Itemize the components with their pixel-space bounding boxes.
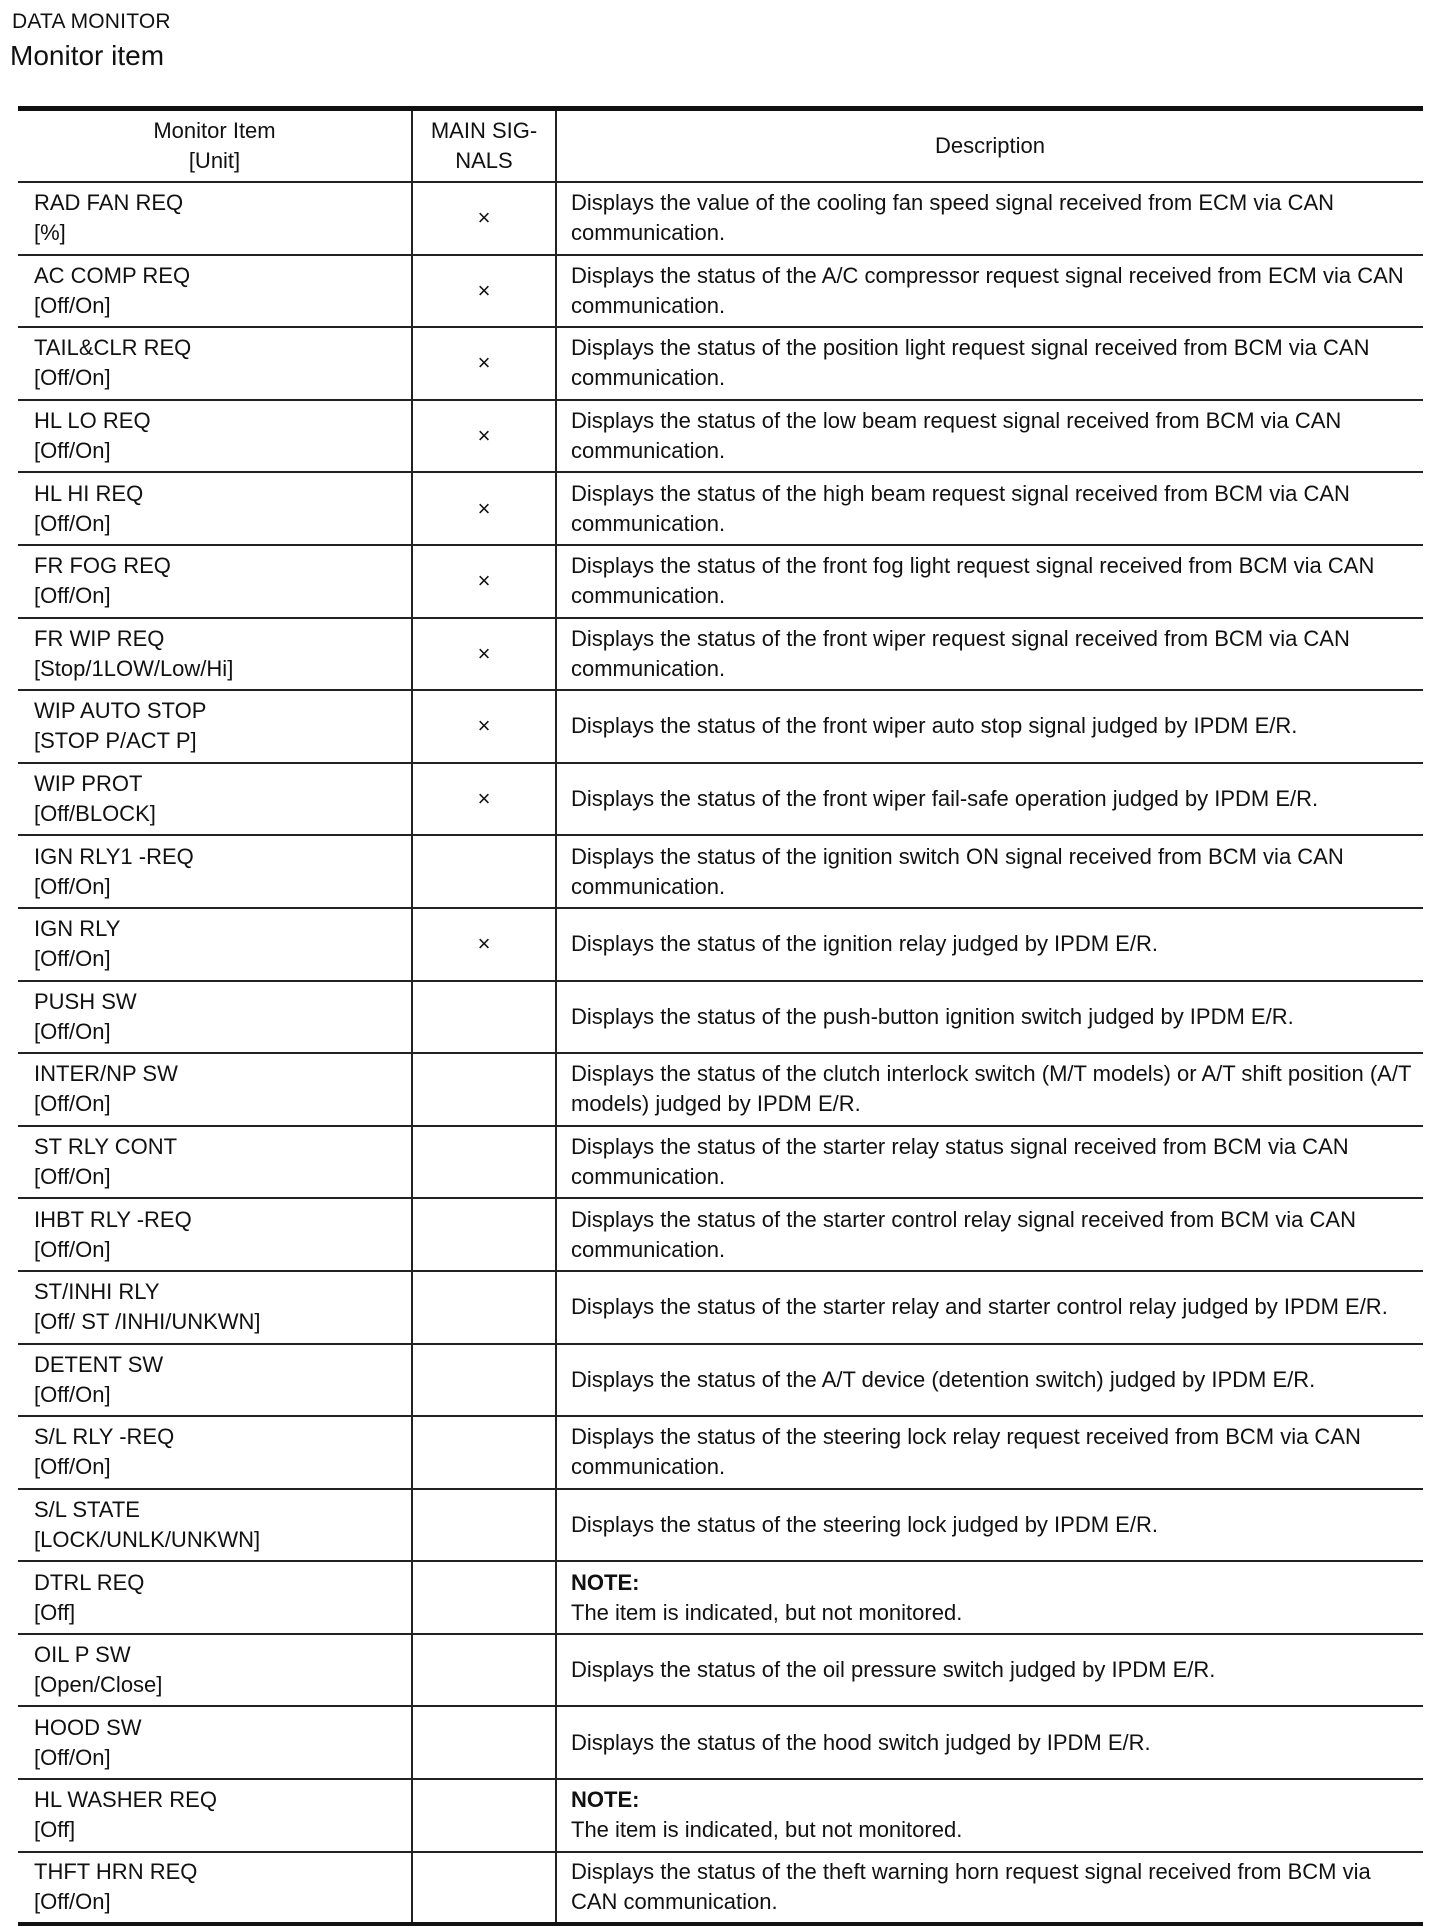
main-signal-mark bbox=[412, 1053, 556, 1126]
table-row bbox=[18, 182, 1423, 255]
monitor-item-name: DTRL REQ bbox=[34, 1569, 145, 1595]
table-row bbox=[18, 400, 1423, 473]
main-signal-mark bbox=[412, 835, 556, 908]
description-cell bbox=[556, 1198, 1423, 1271]
monitor-item-cell bbox=[18, 400, 412, 473]
column-header-main-line2: NALS bbox=[455, 148, 513, 173]
monitor-item-unit: [%] bbox=[34, 220, 66, 246]
monitor-item-name: IGN RLY bbox=[34, 916, 121, 942]
main-signal-mark: × bbox=[412, 618, 556, 691]
monitor-item-cell bbox=[18, 618, 412, 691]
monitor-item-cell bbox=[18, 763, 412, 836]
description-cell bbox=[556, 1561, 1423, 1634]
main-signal-mark bbox=[412, 1634, 556, 1707]
monitor-item-cell bbox=[18, 1271, 412, 1344]
monitor-item-cell bbox=[18, 1126, 412, 1199]
table-header-row bbox=[18, 109, 1423, 183]
description-text: Displays the status of the ignition switch ON signal received from BCM via CAN communication. bbox=[571, 843, 1344, 899]
monitor-item-unit: [Off/On] bbox=[34, 1164, 111, 1190]
main-signal-mark bbox=[412, 1416, 556, 1489]
monitor-item-unit: [Off/On] bbox=[34, 510, 111, 536]
description-cell bbox=[556, 1779, 1423, 1852]
description-cell bbox=[556, 400, 1423, 473]
column-header-description: Description bbox=[556, 109, 1423, 183]
column-header-monitor-item bbox=[18, 109, 412, 183]
table-row bbox=[18, 908, 1423, 981]
description-cell bbox=[556, 981, 1423, 1054]
monitor-item-cell bbox=[18, 981, 412, 1054]
monitor-item-unit: [Off/On] bbox=[34, 1236, 111, 1262]
description-cell bbox=[556, 1852, 1423, 1925]
column-header-item-line2: [Unit] bbox=[188, 148, 241, 173]
table-row bbox=[18, 1706, 1423, 1779]
description-text: The item is indicated, but not monitored. bbox=[571, 1599, 963, 1625]
description-cell bbox=[556, 1489, 1423, 1562]
monitor-item-name: HOOD SW bbox=[34, 1714, 142, 1740]
table-row bbox=[18, 1852, 1423, 1925]
note-label: NOTE: bbox=[571, 1569, 640, 1595]
monitor-item-unit: [Off/On] bbox=[34, 946, 111, 972]
monitor-item-unit: [Off/On] bbox=[34, 365, 111, 391]
monitor-item-name: INTER/NP SW bbox=[34, 1061, 178, 1087]
monitor-item-cell bbox=[18, 1344, 412, 1417]
monitor-item-cell bbox=[18, 1634, 412, 1707]
monitor-item-name: HL WASHER REQ bbox=[34, 1787, 217, 1813]
monitor-item-unit: [Off/On] bbox=[34, 1454, 111, 1480]
monitor-item-cell bbox=[18, 472, 412, 545]
monitor-item-name: TAIL&CLR REQ bbox=[34, 335, 192, 361]
description-cell bbox=[556, 1706, 1423, 1779]
monitor-item-unit: [Off/ ST /INHI/UNKWN] bbox=[34, 1309, 261, 1335]
monitor-item-unit: [Off/On] bbox=[34, 1889, 111, 1915]
note-label: NOTE: bbox=[571, 1787, 640, 1813]
monitor-item-cell bbox=[18, 1053, 412, 1126]
monitor-item-cell bbox=[18, 255, 412, 328]
description-cell bbox=[556, 1271, 1423, 1344]
monitor-item-unit: [Off/On] bbox=[34, 1091, 111, 1117]
table-row bbox=[18, 690, 1423, 763]
description-cell bbox=[556, 618, 1423, 691]
main-signal-mark: × bbox=[412, 545, 556, 618]
monitor-item-unit: [Off/On] bbox=[34, 873, 111, 899]
main-signal-mark bbox=[412, 1706, 556, 1779]
description-text: Displays the status of the starter relay and starter control relay judged by IPDM E/R. bbox=[571, 1294, 1388, 1320]
main-signal-mark: × bbox=[412, 690, 556, 763]
table-row bbox=[18, 1634, 1423, 1707]
description-cell bbox=[556, 763, 1423, 836]
description-cell bbox=[556, 182, 1423, 255]
table-row bbox=[18, 763, 1423, 836]
description-cell bbox=[556, 472, 1423, 545]
monitor-item-cell bbox=[18, 835, 412, 908]
monitor-item-name: AC COMP REQ bbox=[34, 262, 191, 288]
monitor-item-cell bbox=[18, 1561, 412, 1634]
main-signal-mark bbox=[412, 1561, 556, 1634]
main-signal-mark: × bbox=[412, 908, 556, 981]
monitor-item-name: IHBT RLY -REQ bbox=[34, 1206, 192, 1232]
table-row bbox=[18, 1416, 1423, 1489]
main-signal-mark: × bbox=[412, 327, 556, 400]
table-row bbox=[18, 1053, 1423, 1126]
monitor-item-unit: [LOCK/UNLK/UNKWN] bbox=[34, 1526, 261, 1552]
description-cell bbox=[556, 327, 1423, 400]
monitor-item-cell bbox=[18, 327, 412, 400]
monitor-item-unit: [Off/On] bbox=[34, 1744, 111, 1770]
page-title: Monitor item bbox=[10, 40, 165, 71]
monitor-item-name: FR WIP REQ bbox=[34, 625, 165, 651]
description-text: Displays the status of the steering lock judged by IPDM E/R. bbox=[571, 1511, 1158, 1537]
monitor-item-cell bbox=[18, 1852, 412, 1925]
monitor-item-unit: [Off/On] bbox=[34, 1381, 111, 1407]
monitor-item-name: ST/INHI RLY bbox=[34, 1279, 160, 1305]
monitor-item-unit: [Off/On] bbox=[34, 583, 111, 609]
monitor-item-name: WIP AUTO STOP bbox=[34, 698, 207, 724]
description-cell bbox=[556, 690, 1423, 763]
column-header-item-line1: Monitor Item bbox=[153, 118, 276, 143]
monitor-item-cell bbox=[18, 545, 412, 618]
description-text: Displays the status of the front wiper auto stop signal judged by IPDM E/R. bbox=[571, 713, 1298, 739]
table-row bbox=[18, 1198, 1423, 1271]
monitor-item-cell bbox=[18, 1489, 412, 1562]
monitor-item-cell bbox=[18, 1706, 412, 1779]
monitor-item-unit: [Off] bbox=[34, 1817, 76, 1843]
description-text: Displays the status of the push-button ignition switch judged by IPDM E/R. bbox=[571, 1003, 1294, 1029]
description-cell bbox=[556, 1126, 1423, 1199]
monitor-item-name: HL LO REQ bbox=[34, 408, 151, 434]
monitor-item-name: OIL P SW bbox=[34, 1642, 131, 1668]
description-cell bbox=[556, 1634, 1423, 1707]
table-row bbox=[18, 1779, 1423, 1852]
description-text: Displays the status of the steering lock relay request received from BCM via CAN communication. bbox=[571, 1424, 1361, 1480]
monitor-item-cell bbox=[18, 1198, 412, 1271]
monitor-item-table bbox=[18, 106, 1423, 1926]
table-row bbox=[18, 1561, 1423, 1634]
description-text: Displays the status of the front wiper fail-safe operation judged by IPDM E/R. bbox=[571, 786, 1319, 812]
description-cell bbox=[556, 835, 1423, 908]
monitor-item-unit: [Off/BLOCK] bbox=[34, 801, 156, 827]
table-row bbox=[18, 981, 1423, 1054]
table-row bbox=[18, 255, 1423, 328]
monitor-item-unit: [Stop/1LOW/Low/Hi] bbox=[34, 655, 234, 681]
main-signal-mark: × bbox=[412, 255, 556, 328]
main-signal-mark bbox=[412, 1344, 556, 1417]
monitor-item-cell bbox=[18, 908, 412, 981]
description-cell bbox=[556, 908, 1423, 981]
main-signal-mark: × bbox=[412, 472, 556, 545]
monitor-item-name: S/L STATE bbox=[34, 1496, 140, 1522]
monitor-item-cell bbox=[18, 690, 412, 763]
monitor-item-name: HL HI REQ bbox=[34, 480, 144, 506]
monitor-item-cell bbox=[18, 182, 412, 255]
monitor-item-unit: [Off/On] bbox=[34, 1018, 111, 1044]
monitor-item-name: DETENT SW bbox=[34, 1351, 164, 1377]
monitor-item-name: THFT HRN REQ bbox=[34, 1859, 198, 1885]
main-signal-mark bbox=[412, 1852, 556, 1925]
description-cell bbox=[556, 255, 1423, 328]
table-row bbox=[18, 1271, 1423, 1344]
description-text: The item is indicated, but not monitored. bbox=[571, 1817, 963, 1843]
section-label: DATA MONITOR bbox=[12, 10, 171, 33]
description-text: Displays the status of the starter relay status signal received from BCM via CAN communication. bbox=[571, 1134, 1349, 1190]
monitor-item-name: S/L RLY -REQ bbox=[34, 1424, 175, 1450]
description-text: Displays the status of the starter control relay signal received from BCM via CAN communication. bbox=[571, 1206, 1356, 1262]
monitor-item-unit: [Off/On] bbox=[34, 438, 111, 464]
main-signal-mark bbox=[412, 1198, 556, 1271]
main-signal-mark bbox=[412, 1489, 556, 1562]
description-text: Displays the status of the oil pressure switch judged by IPDM E/R. bbox=[571, 1657, 1216, 1683]
main-signal-mark: × bbox=[412, 763, 556, 836]
monitor-item-name: RAD FAN REQ bbox=[34, 190, 184, 216]
description-cell bbox=[556, 1053, 1423, 1126]
description-text: Displays the status of the front wiper request signal received from BCM via CAN communication. bbox=[571, 625, 1350, 681]
description-text: Displays the status of the position light request signal received from BCM via CAN communication. bbox=[571, 335, 1370, 391]
monitor-item-unit: [Off/On] bbox=[34, 292, 111, 318]
main-signal-mark: × bbox=[412, 182, 556, 255]
table-row bbox=[18, 1344, 1423, 1417]
description-cell bbox=[556, 1416, 1423, 1489]
description-text: Displays the status of the high beam request signal received from BCM via CAN communication. bbox=[571, 480, 1350, 536]
table-row bbox=[18, 472, 1423, 545]
monitor-item-name: PUSH SW bbox=[34, 988, 137, 1014]
table-row bbox=[18, 1126, 1423, 1199]
description-text: Displays the status of the ignition relay judged by IPDM E/R. bbox=[571, 931, 1158, 957]
description-text: Displays the status of the front fog light request signal received from BCM via CAN communication. bbox=[571, 553, 1375, 609]
table-row bbox=[18, 1489, 1423, 1562]
monitor-item-name: ST RLY CONT bbox=[34, 1134, 178, 1160]
monitor-item-name: WIP PROT bbox=[34, 771, 143, 797]
main-signal-mark bbox=[412, 1271, 556, 1344]
description-text: Displays the value of the cooling fan speed signal received from ECM via CAN communication. bbox=[571, 190, 1335, 246]
main-signal-mark: × bbox=[412, 400, 556, 473]
description-text: Displays the status of the low beam request signal received from BCM via CAN communication. bbox=[571, 408, 1342, 464]
table-row bbox=[18, 835, 1423, 908]
main-signal-mark bbox=[412, 981, 556, 1054]
monitor-item-unit: [Off] bbox=[34, 1599, 76, 1625]
description-text: Displays the status of the clutch interlock switch (M/T models) or A/T shift position (A/T models) judged by IPDM E/R. bbox=[571, 1061, 1411, 1117]
table-body bbox=[18, 182, 1423, 1924]
monitor-item-name: FR FOG REQ bbox=[34, 553, 171, 579]
monitor-item-cell bbox=[18, 1416, 412, 1489]
description-text: Displays the status of the A/C compressor request signal received from ECM via CAN communication. bbox=[571, 262, 1404, 318]
description-text: Displays the status of the A/T device (detention switch) judged by IPDM E/R. bbox=[571, 1366, 1316, 1392]
monitor-item-name: IGN RLY1 -REQ bbox=[34, 843, 194, 869]
table-row bbox=[18, 618, 1423, 691]
description-text: Displays the status of the hood switch judged by IPDM E/R. bbox=[571, 1729, 1151, 1755]
column-header-main-signals bbox=[412, 109, 556, 183]
description-cell bbox=[556, 1344, 1423, 1417]
description-text: Displays the status of the theft warning horn request signal received from BCM via CAN communication. bbox=[571, 1859, 1371, 1915]
description-cell bbox=[556, 545, 1423, 618]
main-signal-mark bbox=[412, 1779, 556, 1852]
table-row bbox=[18, 545, 1423, 618]
monitor-item-unit: [STOP P/ACT P] bbox=[34, 728, 197, 754]
monitor-item-unit: [Open/Close] bbox=[34, 1672, 163, 1698]
column-header-main-line1: MAIN SIG- bbox=[430, 118, 538, 143]
monitor-item-cell bbox=[18, 1779, 412, 1852]
main-signal-mark bbox=[412, 1126, 556, 1199]
table-row bbox=[18, 327, 1423, 400]
